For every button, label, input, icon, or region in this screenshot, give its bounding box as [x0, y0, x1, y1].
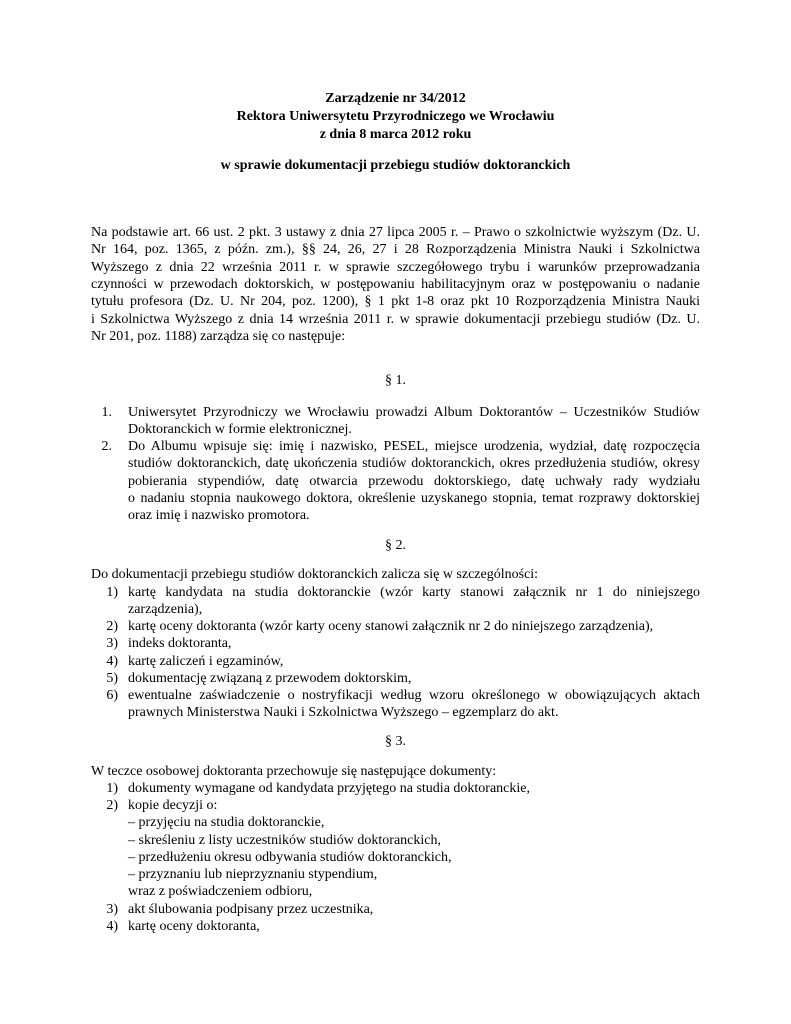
section-3-heading: § 3. [385, 734, 406, 749]
list-number: 1. [101, 405, 112, 420]
document-title [0, 90, 791, 144]
list-item-line: Do Albumu wpisuje się: imię i nazwisko, PESEL, miejsce urodzenia, wydział, datę rozpoczęcia [128, 439, 700, 454]
sub-list-item: wraz z poświadczeniem odbioru, [128, 884, 313, 899]
list-item-line: Uniwersytet Przyrodniczy we Wrocławiu prowadzi Album Doktorantów – Uczestników Studiów [128, 405, 700, 420]
list-number: 2) [106, 619, 118, 634]
list-item-line: pobierania stypendiów, datę otwarcia przewodu doktorskiego, datę uchwały rady wydziału [128, 474, 700, 489]
list-item-line: studiów doktoranckich, datę ukończenia studiów doktoranckich, okres przedłużenia studiów, okresy [128, 456, 700, 471]
sub-list-item: – przedłużeniu okresu odbywania studiów doktoranckich, [128, 850, 452, 865]
preamble-line: czynności w przewodach doktorskich, w postępowaniu habilitacyjnym oraz w postępowaniu o nadanie [91, 277, 700, 292]
list-item-line: dokumenty wymagane od kandydata przyjętego na studia doktoranckie, [128, 781, 530, 796]
list-item-line: o nadaniu stopnia naukowego doktora, określenie uzyskanego stopnia, temat rozprawy doktorskiej [128, 491, 700, 506]
title-line-3: z dnia 8 marca 2012 roku [319, 127, 472, 142]
section-2-intro: Do dokumentacji przebiegu studiów doktoranckich zalicza się w szczególności: [91, 567, 539, 582]
list-number: 4) [106, 654, 118, 669]
preamble-line: Na podstawie art. 66 ust. 2 pkt. 3 ustawy z dnia 27 lipca 2005 r. – Prawo o szkolnictwie wyższym (Dz. U. [91, 225, 700, 240]
list-item-line: akt ślubowania podpisany przez uczestnika, [128, 902, 374, 917]
title-line-1: Zarządzenie nr 34/2012 [325, 91, 466, 106]
list-item-line: Doktoranckich w formie elektronicznej. [128, 422, 352, 437]
preamble-line: tytułu profesora (Dz. U. Nr 204, poz. 1200), § 1 pkt 1-8 oraz pkt 10 Rozporządzenia Ministra Nauki [91, 294, 700, 309]
sub-list-item: – przyznaniu lub nieprzyznaniu stypendium, [128, 867, 378, 882]
list-number: 1) [106, 781, 118, 796]
list-number: 4) [106, 919, 118, 934]
preamble-line: Nr 201, poz. 1188) zarządza się co następuje: [91, 329, 346, 344]
section-1-heading: § 1. [385, 373, 406, 388]
section-2-heading: § 2. [385, 538, 406, 553]
sub-list-item: – przyjęciu na studia doktoranckie, [128, 815, 325, 830]
list-number: 2) [106, 798, 118, 813]
list-item-line: kartę kandydata na studia doktoranckie (wzór karty stanowi załącznik nr 1 do niniejszego [128, 585, 700, 600]
list-item-line: kopie decyzji o: [128, 798, 218, 813]
preamble-line: Wyższego z dnia 22 września 2011 r. w sprawie szczegółowego trybu i warunków przeprowadzania [91, 260, 700, 275]
list-item-line: prawnych Ministerstwa Nauki i Szkolnictwa Wyższego – egzemplarz do akt. [128, 705, 559, 720]
list-item-line: kartę zaliczeń i egzaminów, [128, 654, 284, 669]
title-line-2: Rektora Uniwersytetu Przyrodniczego we Wrocławiu [236, 109, 555, 124]
sub-list-item: – skreśleniu z listy uczestników studiów doktoranckich, [128, 833, 441, 848]
document-subject: w sprawie dokumentacji przebiegu studiów doktoranckich [220, 158, 571, 173]
list-item-line: dokumentację związaną z przewodem doktorskim, [128, 671, 412, 686]
list-number: 1) [106, 585, 118, 600]
list-item-line: ewentualne zaświadczenie o nostryfikacji według wzoru określonego w obowiązujących aktach [128, 688, 700, 703]
list-number: 6) [106, 688, 118, 703]
list-item-line: zarządzenia), [128, 602, 203, 617]
preamble-line: i Szkolnictwa Wyższego z dnia 14 września 2011 r. w sprawie dokumentacji przebiegu studiów (Dz. U. [91, 312, 700, 327]
list-item-line: oraz imię i nazwisko promotora. [128, 508, 310, 523]
preamble-line: Nr 164, poz. 1365, z późn. zm.), §§ 24, 26, 27 i 28 Rozporządzenia Ministra Nauki i Szkolnictwa [91, 242, 700, 257]
list-number: 5) [106, 671, 118, 686]
list-number: 3) [106, 902, 118, 917]
section-3-intro: W teczce osobowej doktoranta przechowuje się następujące dokumenty: [91, 764, 497, 779]
list-item-line: indeks doktoranta, [128, 636, 232, 651]
list-item-line: kartę oceny doktoranta, [128, 919, 260, 934]
list-number: 3) [106, 636, 118, 651]
list-number: 2. [101, 439, 112, 454]
list-item-line: kartę oceny doktoranta (wzór karty oceny stanowi załącznik nr 2 do niniejszego zarządzenia), [128, 619, 654, 634]
